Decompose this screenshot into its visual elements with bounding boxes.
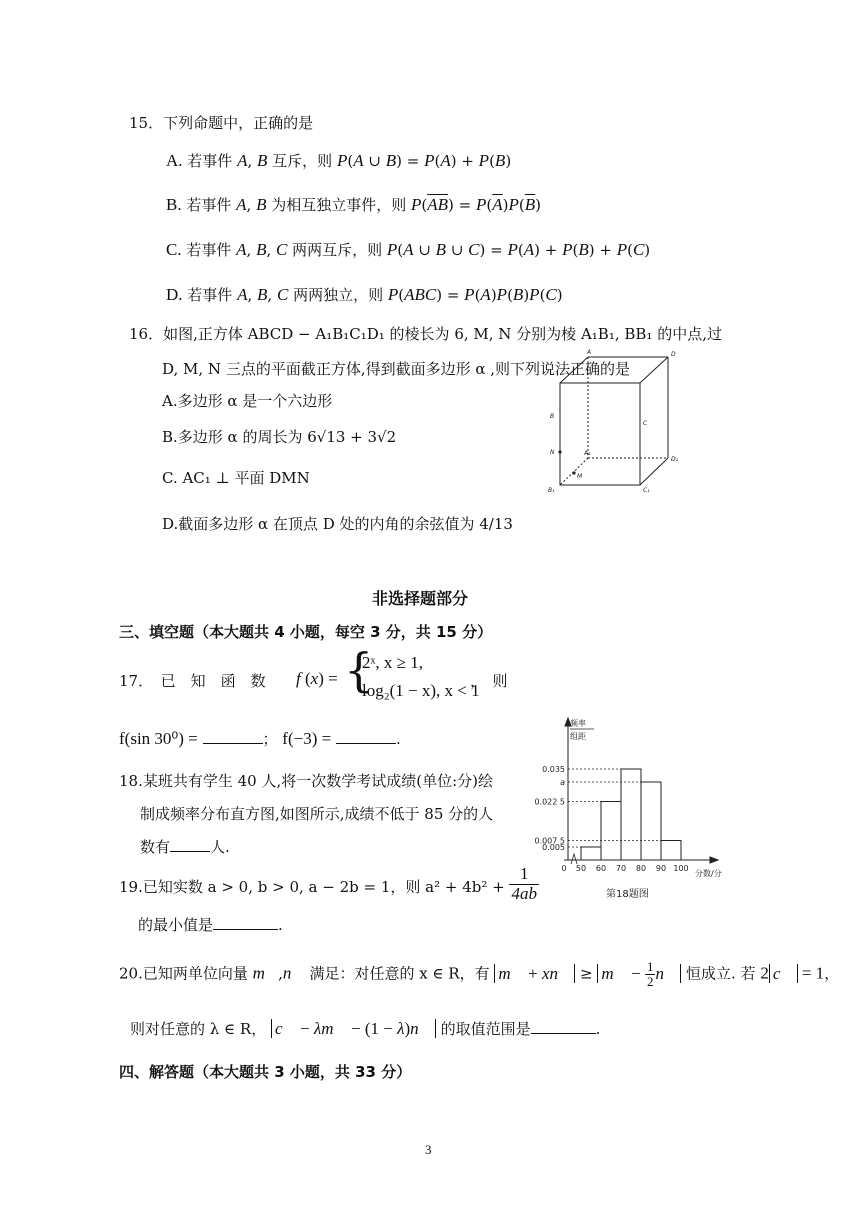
answer-blank[interactable]	[213, 915, 278, 930]
answer-blank[interactable]	[203, 729, 263, 744]
q16-line1: 16．如图,正方体 ABCD − A₁B₁C₁D₁ 的棱长为 6, M, N 分别为棱 A₁B₁, BB₁ 的中点,过	[129, 325, 722, 343]
q15-option-a: A. 若事件 A, B 互斥，则 P(A ∪ B) = P(A) + P(B)	[166, 151, 512, 170]
q17-case2: log₂(1 − x), x < 1	[362, 681, 480, 700]
section-title: 非选择题部分	[372, 589, 469, 608]
vertex-label-m: M	[577, 473, 583, 480]
y-tick-label: a	[560, 778, 565, 787]
part3-heading: 三、填空题（本大题共 4 小题，每空 3 分，共 15 分）	[119, 623, 493, 641]
vertex-label-n: N	[550, 449, 555, 456]
x-tick-label: 100	[673, 864, 689, 873]
q16-option-d: D.截面多边形 α 在顶点 D 处的内角的余弦值为 4/13	[162, 515, 513, 533]
q19-line1	[119, 865, 539, 903]
option-label: D.	[166, 285, 183, 304]
option-label: C.	[166, 240, 182, 259]
vertex-label-d1: D₁	[671, 456, 679, 463]
y-axis-title-top: 频率	[570, 719, 586, 728]
cube-figure	[540, 345, 690, 500]
answer-blank[interactable]	[170, 837, 210, 852]
q17-prefix: 17． 已 知 函 数	[119, 672, 266, 690]
q15-option-b: B. 若事件 A, B 为相互独立事件，则 $P(\overline{AB}) = P(\overline{A})P(\overline{B})$	[166, 195, 542, 214]
q20-line1: 20.已知两单位向量 m⃗,n⃗ 满足：对任意的 x ∈ R，有 m⃗ + xn⃗ ≥ m⃗ − $\frac{1}{2}$ n⃗ 恒成立. 若 2 c⃗ = 1，	[119, 959, 840, 990]
q20-line2: 则对任意的 λ ∈ R， c⃗ − λm⃗ − (1 − λ)n⃗ 的取值范围是 .	[130, 1019, 601, 1038]
q15-stem: 15．下列命题中，正确的是	[129, 114, 314, 132]
q18-line3	[140, 836, 230, 857]
histogram-bar	[581, 847, 601, 860]
page-number: 3	[425, 1142, 432, 1157]
q16-option-a: A.多边形 α 是一个六边形	[162, 392, 333, 410]
q18-line2: 制成频率分布直方图,如图所示,成绩不低于 85 分的人	[140, 805, 494, 823]
q16-option-b: B.多边形 α 的周长为 6√13 + 3√2	[162, 428, 397, 446]
x-tick-label: 90	[655, 864, 667, 873]
chart-caption: 第18题图	[606, 889, 649, 900]
q20-line2a: 则对任意的 λ ∈ R，	[130, 1020, 267, 1038]
q19-frac-den: 4ab	[511, 883, 537, 903]
answer-blank[interactable]	[336, 729, 396, 744]
q16-line2: D, M, N 三点的平面截正方体,得到截面多边形 α ,则下列说法正确的是	[162, 360, 631, 378]
y-tick-label: 0.035	[542, 765, 565, 774]
q17-case1: 2ˣ, x ≥ 1,	[362, 653, 423, 672]
q19-frac-num: 1	[509, 865, 539, 885]
q17-ask2: f(−3) =	[282, 729, 332, 748]
q20-line2b: 的取值范围是	[440, 1020, 531, 1038]
y-tick-label: 0.007 5	[534, 836, 565, 846]
histogram-bar	[601, 802, 621, 861]
q15-option-c: C. 若事件 A, B, C 两两互斥，则 P(A ∪ B ∪ C) = P(A) + P(B) + P(C)	[166, 240, 651, 259]
q19-line2: 的最小值是 .	[138, 916, 283, 934]
q20-line1c: 恒成立. 若	[685, 964, 756, 983]
q19-prefix: 19.已知实数 a > 0, b > 0, a − 2b = 1，则 a² + 4b² +	[119, 878, 505, 897]
histogram-bar	[661, 841, 681, 861]
x-tick-label: 0	[561, 864, 567, 873]
part4-heading: 四、解答题（本大题共 3 小题，共 33 分）	[119, 1063, 412, 1081]
q20-line1a: 20.已知两单位向量	[119, 964, 248, 983]
q17-suffix: ， 则	[470, 672, 508, 690]
y-axis-title-bottom: 组距	[570, 732, 586, 741]
q17-ask1: f(sin 30⁰) =	[119, 729, 198, 748]
q19-line2-text: 的最小值是	[138, 916, 214, 934]
q18-line1: 18.某班共有学生 40 人,将一次数学考试成绩(单位:分)绘	[119, 772, 494, 790]
vertex-label-c: C	[643, 420, 648, 427]
vertex-label-a: A	[587, 349, 592, 356]
q19-fraction	[509, 865, 539, 903]
q18-tail: 人.	[210, 838, 230, 856]
histogram	[520, 712, 745, 907]
y-tick-label: 0.022 5	[534, 797, 565, 807]
x-tick-label: 70	[615, 864, 627, 873]
q17-asks: f(sin 30⁰) = ； f(−3) = .	[119, 729, 401, 748]
histogram-bar	[621, 769, 641, 860]
q20-line1b: 满足：对任意的 x ∈ R，有	[309, 964, 490, 983]
x-axis-title: 分数/分	[695, 869, 722, 878]
x-tick-label: 50	[575, 864, 587, 873]
vertex-label-d: D	[671, 351, 676, 358]
option-label: B.	[166, 195, 182, 214]
q15-option-d: D. 若事件 A, B, C 两两独立，则 P(ABC) = P(A)P(B)P(C)	[166, 285, 563, 304]
x-tick-label: 60	[595, 864, 607, 873]
vertex-label-a1: A₁	[584, 450, 591, 457]
histogram-bar	[641, 782, 661, 860]
vertex-label-b1: B₁	[548, 487, 555, 494]
q16-option-c: C. AC₁ ⊥ 平面 DMN	[162, 469, 310, 487]
option-label: A.	[166, 151, 183, 170]
answer-blank[interactable]	[531, 1019, 596, 1034]
q18-line3-text: 数有	[140, 838, 171, 856]
vertex-label-c1: C₁	[643, 487, 650, 494]
vertex-label-b: B	[550, 413, 555, 420]
x-tick-label: 80	[635, 864, 647, 873]
y-tick-label: 0.005	[542, 843, 565, 852]
